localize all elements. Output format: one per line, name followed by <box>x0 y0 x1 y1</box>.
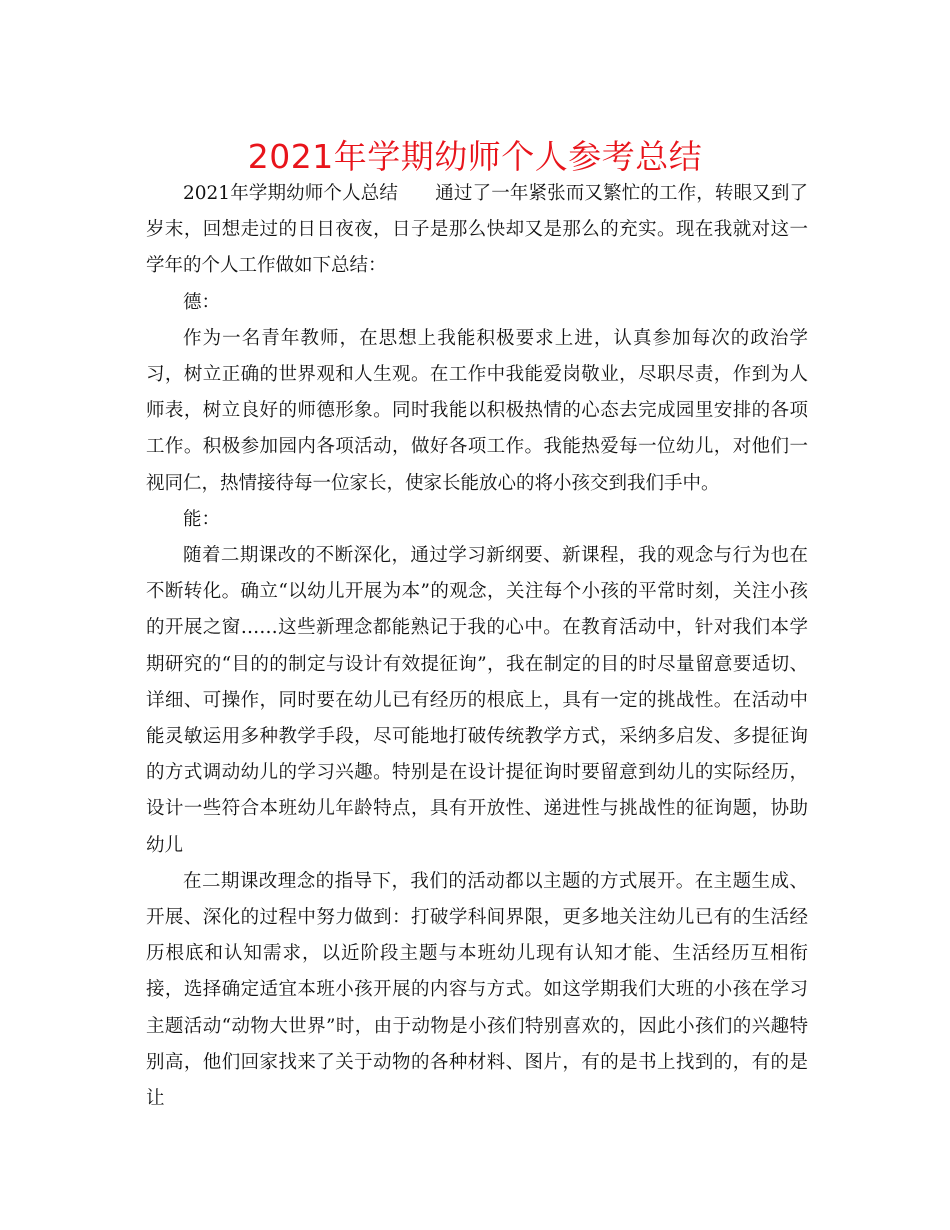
paragraph-neng: 随着二期课改的不断深化，通过学习新纲要、新课程，我的观念与行为也在不断转化。确立“以幼儿开展为本”的观念，关注每个小孩的平常时刻，关注小孩的开展之窗……这些新理念都能熟记于我的心中。在教育活动中，针对我们本学期研究的“目的的制定与设计有效提征询”，我在制定的目的时尽量留意要适切、详细、可操作，同时要在幼儿已有经历的根底上，具有一定的挑战性。在活动中能灵敏运用多种教学手段，尽可能地打破传统教学方式，采纳多启发、多提征询的方式调动幼儿的学习兴趣。特别是在设计提征询时要留意到幼儿的实际经历，设计一些符合本班幼儿年龄特点，具有开放性、递进性与挑战性的征询题，协助幼儿 <box>146 545 808 856</box>
section-heading-de: 德： <box>183 291 221 313</box>
document-title: 2021年学期幼师个人参考总结 <box>247 137 703 176</box>
paragraph-de: 作为一名青年教师，在思想上我能积极要求上进，认真参加每次的政治学习，树立正确的世界观和人生观。在工作中我能爱岗敬业，尽职尽责，作到为人师表，树立良好的师德形象。同时我能以积极热情的心态去完成园里安排的各项工作。积极参加园内各项活动，做好各项工作。我能热爱每一位幼儿，对他们一视同仁，热情接待每一位家长，使家长能放心的将小孩交到我们手中。 <box>146 327 808 494</box>
document-body <box>146 176 808 1117</box>
section-heading-neng: 能： <box>183 508 221 530</box>
paragraph-theme-activities: 在二期课改理念的指导下，我们的活动都以主题的方式展开。在主题生成、开展、深化的过程中努力做到：打破学科间界限，更多地关注幼儿已有的生活经历根底和认知需求，以近阶段主题与本班幼儿现有认知才能、生活经历互相衔接，选择确定适宜本班小孩开展的内容与方式。如这学期我们大班的小孩在学习主题活动“动物大世界”时，由于动物是小孩们特别喜欢的，因此小孩们的兴趣特别高，他们回家找来了关于动物的各种材料、图片，有的是书上找到的，有的是让 <box>146 870 808 1110</box>
paragraph-intro: 2021年学期幼师个人总结 通过了一年紧张而又繁忙的工作，转眼又到了岁末，回想走过的日日夜夜，日子是那么快却又是那么的充实。现在我就对这一学年的个人工作做如下总结： <box>146 183 808 277</box>
